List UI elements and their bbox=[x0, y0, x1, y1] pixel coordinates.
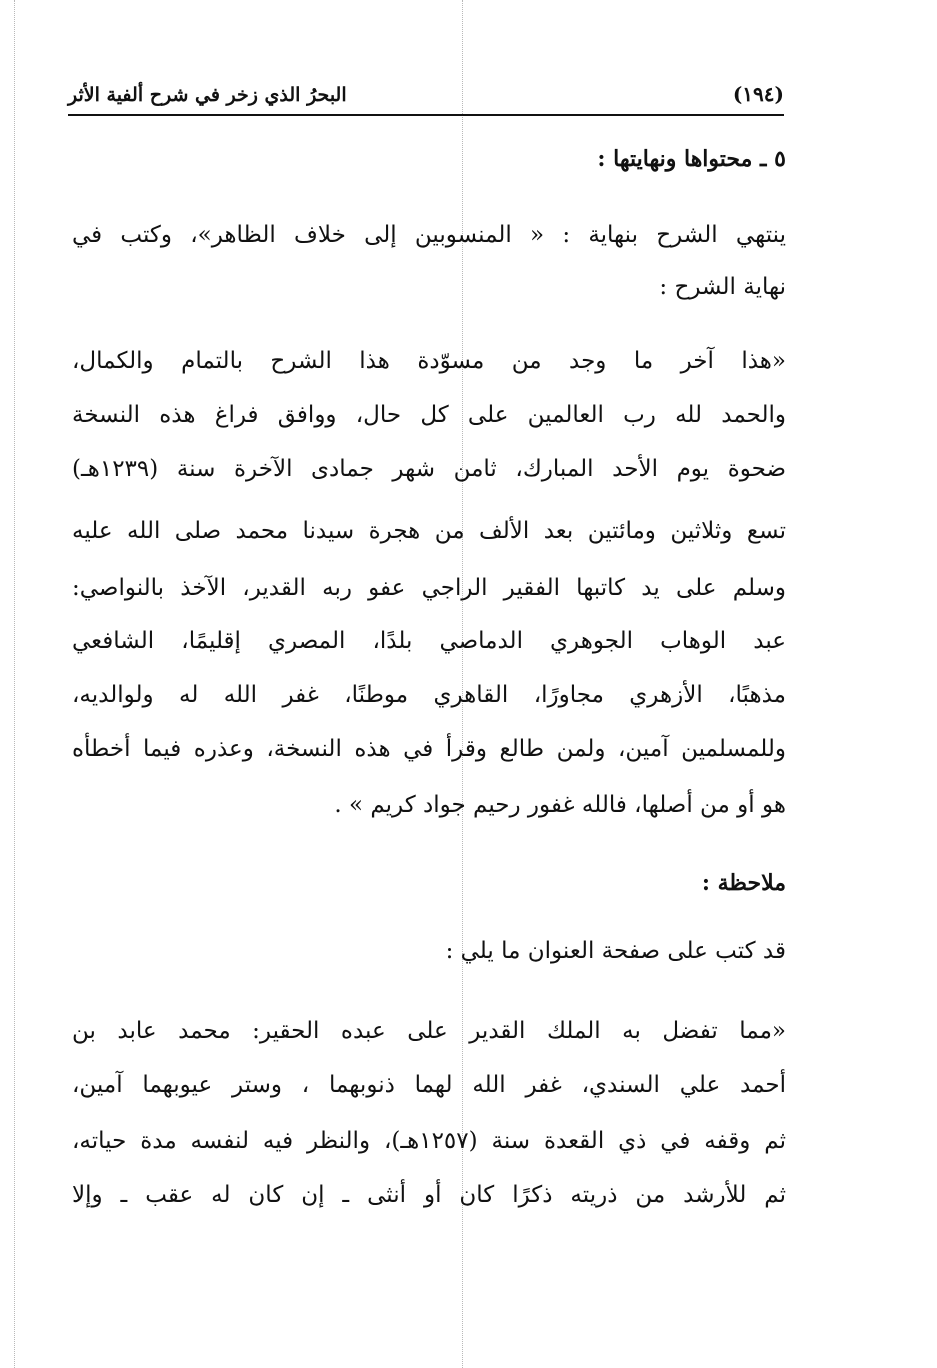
colophon-line: «هذا آخر ما وجد من مسوّدة هذا الشرح بالتمام والكمال، bbox=[72, 348, 786, 374]
running-title: البحرُ الذي زخر في شرح ألفية الأثر bbox=[68, 84, 347, 106]
title-page-line: ثم للأرشد من ذريته ذكرًا كان أو أنثى ـ إن كان له عقب ـ وإلا bbox=[72, 1182, 786, 1208]
title-page-line: ثم وقفه في ذي القعدة سنة (١٢٥٧هـ)، والنظر فيه لنفسه مدة حياته، bbox=[72, 1128, 786, 1154]
colophon-line: والحمد لله رب العالمين على كل حال، ووافق فراغ هذه النسخة bbox=[72, 402, 786, 428]
note-intro: قد كتب على صفحة العنوان ما يلي : bbox=[445, 938, 786, 964]
title-page-line: أحمد علي السندي، غفر الله لهما ذنوبهما ، وستر عيوبهما آمين، bbox=[72, 1072, 786, 1098]
colophon-line: هو أو من أصلها، فالله غفور رحيم جواد كريم » . bbox=[334, 792, 786, 818]
colophon-line: وللمسلمين آمين، ولمن طالع وقرأ في هذه النسخة، وعذره فيما أخطأه bbox=[72, 736, 786, 762]
colophon-line: وسلم على يد كاتبها الفقير الراجي عفو ربه القدير، الآخذ بالنواصي: bbox=[72, 575, 786, 601]
note-heading: ملاحظة : bbox=[701, 870, 786, 896]
section-heading: ٥ ـ محتواها ونهايتها : bbox=[597, 146, 786, 172]
text-line: نهاية الشرح : bbox=[659, 274, 786, 300]
colophon-line: عبد الوهاب الجوهري الدماصي بلدًا، المصري إقليمًا، الشافعي bbox=[72, 628, 786, 654]
scan-guide-line bbox=[14, 0, 16, 1368]
colophon-line: مذهبًا، الأزهري مجاورًا، القاهري موطنًا، غفر الله له ولوالديه، bbox=[72, 682, 786, 708]
title-page-line: «مما تفضل به الملك القدير على عبده الحقير: محمد عابد بن bbox=[72, 1018, 786, 1044]
colophon-line: ضحوة يوم الأحد المبارك، ثامن شهر جمادى الآخرة سنة (١٢٣٩هـ) bbox=[72, 456, 786, 482]
page-header bbox=[68, 78, 784, 116]
text-line: ينتهي الشرح بنهاية : « المنسوبين إلى خلاف الظاهر»، وكتب في bbox=[72, 222, 786, 248]
colophon-line: تسع وثلاثين ومائتين بعد الألف من هجرة سيدنا محمد صلى الله عليه bbox=[72, 518, 786, 544]
page-number: (١٩٤) bbox=[732, 82, 784, 106]
